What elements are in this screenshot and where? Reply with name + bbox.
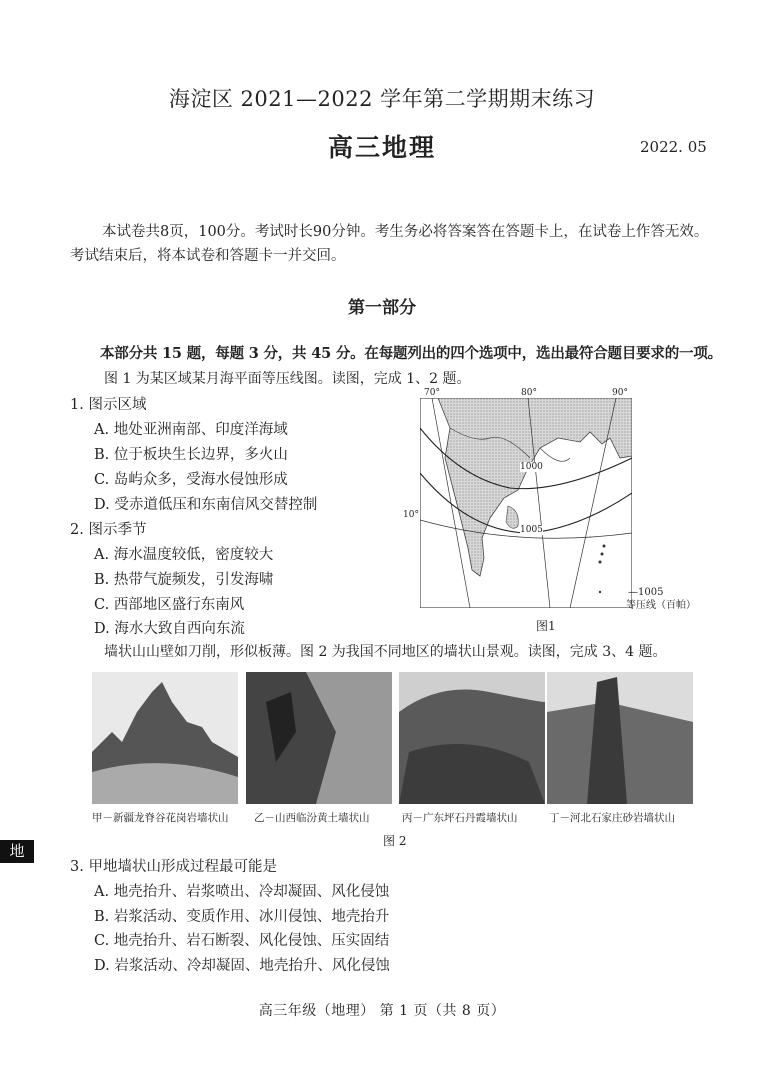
q3-option-a: A. 地壳抬升、岩浆喷出、冷却凝固、风化侵蚀 [94,884,390,900]
question-3-stem: 3. 甲地墙状山形成过程最可能是 [70,859,277,875]
q1-option-b: B. 位于板块生长边界，多火山 [94,447,288,463]
q3-option-b: B. 岩浆活动、变质作用、冰川侵蚀、地壳抬升 [94,909,390,925]
question-2-stem: 2. 图示季节 [70,522,147,538]
photo-caption-jia: 甲－新疆龙脊谷花岗岩墙状山 [92,812,229,824]
lead-figure2: 墙状山山壁如刀削，形似板薄。图 2 为我国不同地区的墙状山景观。读图，完成 3、4 题。 [104,644,667,660]
isobar-label-1005: 1005 [520,525,543,535]
q1-option-a: A. 地处亚洲南部、印度洋海域 [94,422,288,438]
q2-option-c: C. 西部地区盛行东南风 [94,597,245,613]
lat-label-10: 10° [403,510,419,520]
lon-label-70: 70° [424,388,440,398]
subject-side-tab: 地 [0,840,34,863]
isobar-map [420,398,632,608]
exam-title: 海淀区 2021—2022 学年第二学期期末练习 [168,87,596,111]
exam-date: 2022. 05 [640,138,707,156]
landscape-photos [92,672,692,804]
photo-caption-ding: 丁－河北石家庄砂岩墙状山 [549,812,675,824]
page-footer: 高三年级（地理） 第 1 页（共 8 页） [258,1003,506,1019]
photo-caption-bing: 丙－广东坪石丹霞墙状山 [402,812,518,824]
subject-title: 高三地理 [327,133,436,162]
photo-caption-yi: 乙－山西临汾黄土墙状山 [254,812,370,824]
photo-yi [246,672,392,804]
legend-text: 等压线（百帕） [626,600,696,611]
isobar-label-1000: 1000 [520,462,543,472]
photo-ding [547,672,693,804]
figure2-caption: 图 2 [383,834,407,848]
lon-label-80: 80° [521,388,537,398]
q3-option-d: D. 岩浆活动、冷却凝固、地壳抬升、风化侵蚀 [94,958,390,974]
q1-option-c: C. 岛屿众多，受海水侵蚀形成 [94,472,288,488]
q3-option-c: C. 地壳抬升、岩石断裂、风化侵蚀、压实固结 [94,933,390,949]
legend-value: 1005 [638,587,664,598]
q2-option-a: A. 海水温度较低，密度较大 [94,547,274,563]
q2-option-d: D. 海水大致自西向东流 [94,621,245,637]
part-instructions: 本部分共 15 题，每题 3 分，共 45 分。在每题列出的四个选项中，选出最符合题目要求的一项。 [100,345,722,362]
q2-option-b: B. 热带气旋频发，引发海啸 [94,572,274,588]
map-legend: —1005 等压线（百帕） [626,587,696,611]
intro-text: 本试卷共8页，100分。考试时长90分钟。考生务必将答案答在答题卡上，在试卷上作答无效。考试结束后，将本试卷和答题卡一并交回。 [70,224,709,264]
lon-label-90: 90° [612,388,628,398]
figure1-caption: 图1 [536,619,556,633]
part-title: 第一部分 [348,298,416,318]
lead-figure1: 图 1 为某区域某月海平面等压线图。读图，完成 1、2 题。 [104,371,471,387]
question-1-stem: 1. 图示区域 [70,397,147,413]
q1-option-d: D. 受赤道低压和东南信风交替控制 [94,497,318,513]
photo-jia [92,672,238,804]
photo-bing [399,672,545,804]
